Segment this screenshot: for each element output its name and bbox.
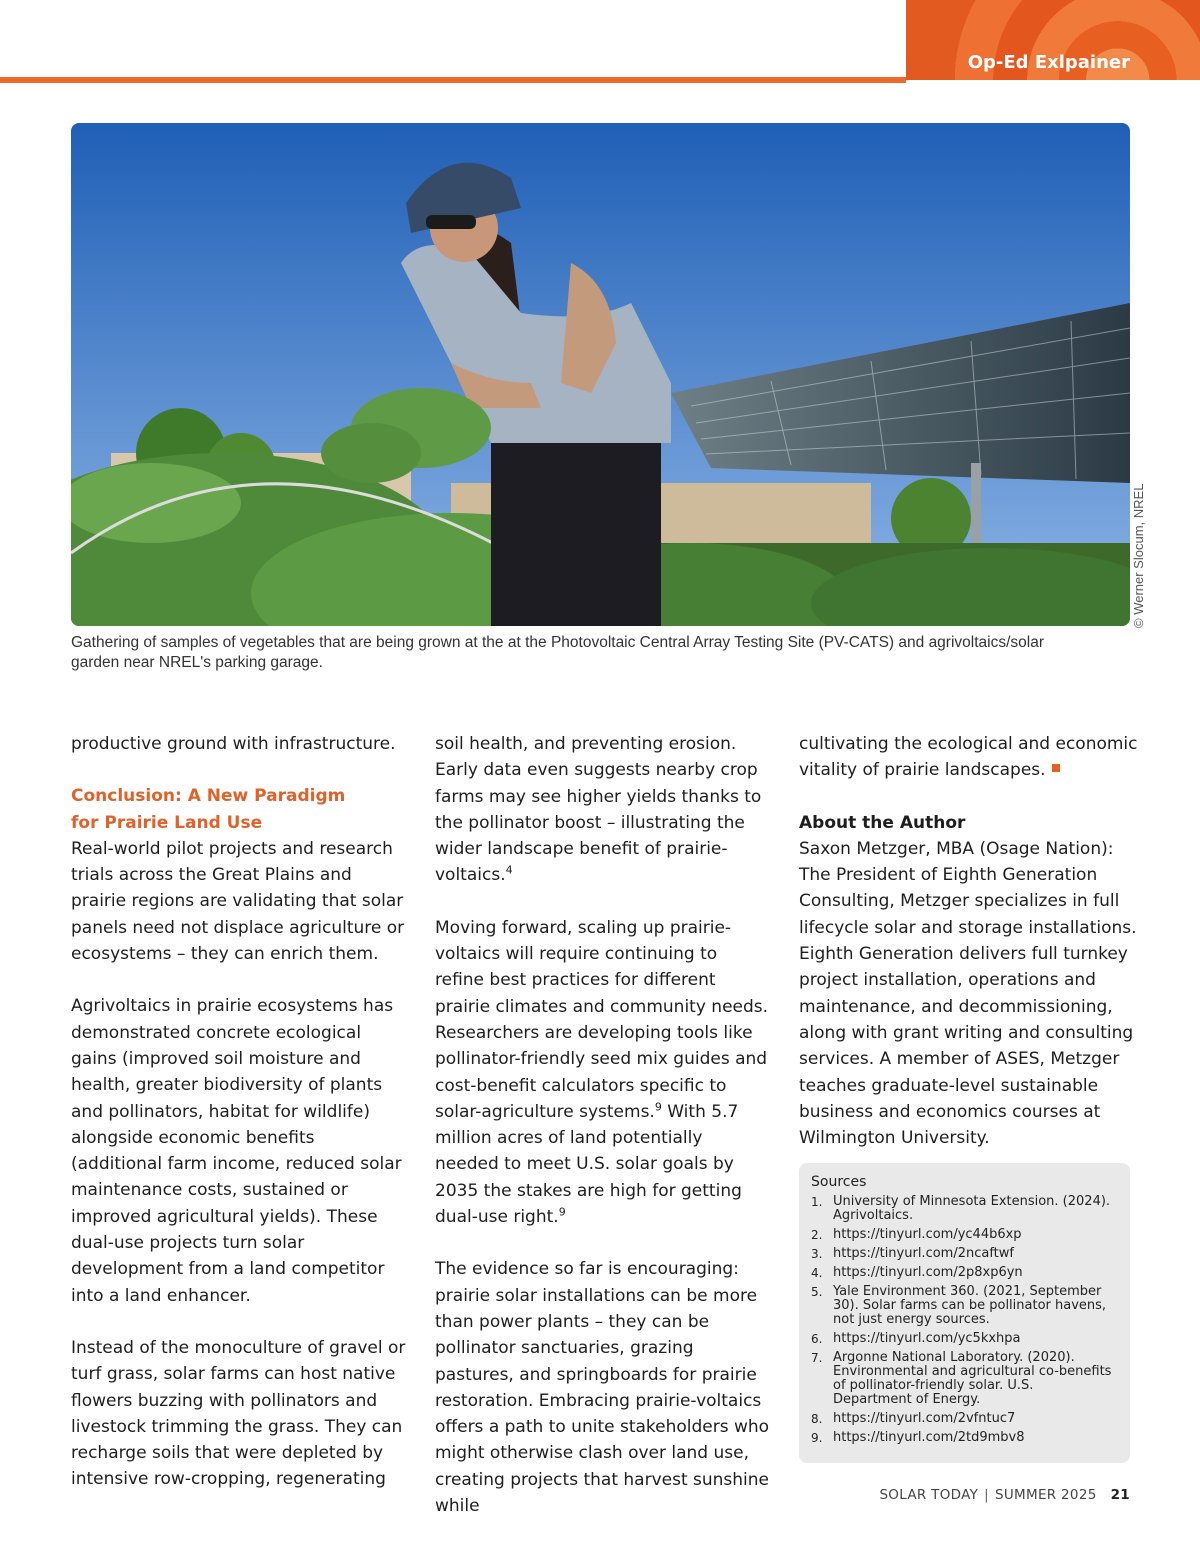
paragraph: Agrivoltaics in prairie ecosystems has demonstrated concrete ecological gains (improved soil moisture and health, greater biodiversity of plants and pollinators, habitat for wildlife) alongside economic benefits (additional farm income, reduced solar maintenance costs, sustained or improved agricultural yields). These dual-use projects turn solar development from a land competitor into a land enhancer. <box>71 996 402 1306</box>
sources-list <box>811 1195 1116 1445</box>
source-item: 2. https://tinyurl.com/yc44b6xp <box>811 1227 1022 1242</box>
end-mark-icon <box>1052 764 1060 772</box>
article-column-2 <box>435 731 770 1545</box>
paragraph: productive ground with infrastructure. <box>71 734 396 754</box>
source-item: 5. Yale Environment 360. (2021, September 30). Solar farms can be pollinator havens, not just energy sources. <box>811 1284 1107 1327</box>
photo-credit: © Werner Slocum, NREL <box>1131 483 1146 628</box>
author-heading: About the Author <box>799 812 966 833</box>
footnote-ref: 9 <box>654 1100 662 1114</box>
footnote-ref: 4 <box>505 863 513 877</box>
source-item: 4. https://tinyurl.com/2p8xp6yn <box>811 1265 1023 1280</box>
sources-title: Sources <box>811 1174 867 1190</box>
source-item: 6. https://tinyurl.com/yc5kxhpa <box>811 1331 1021 1346</box>
section-heading: Conclusion: A New Paradigm for Prairie Land Use <box>71 786 346 833</box>
source-item: 1. University of Minnesota Extension. (2024). Agrivoltaics. <box>811 1194 1111 1223</box>
page-number: 21 <box>1110 1487 1130 1503</box>
header-rule <box>0 77 906 83</box>
article-column-1 <box>71 731 406 1519</box>
footnote-ref: 9 <box>558 1205 566 1219</box>
sources-box <box>799 1163 1130 1463</box>
issue-date: SUMMER 2025 <box>995 1487 1097 1503</box>
paragraph: Instead of the monoculture of gravel or turf grass, solar farms can host native flowers buzzing with pollinators and livestock trimming the grass. They can recharge soils that were depleted by intensive row-cropping, regenerating <box>71 1337 406 1490</box>
section-label: Op-Ed Exlpainer <box>967 52 1130 73</box>
paragraph: Moving forward, scaling up prairie-voltaics will require continuing to refine best practices for different prairie climates and community needs. Researchers are developing tools like pollinator-friendly seed mix guides and cost-benefit calculators specific to solar-agriculture systems.$^9$ With 5.7 million acres of land potentially needed to meet U.S. solar goals by 2035 the stakes are high for getting dual-use right.$^9$ <box>435 917 769 1228</box>
article-column-3 <box>799 731 1139 1177</box>
source-item: 8. https://tinyurl.com/2vfntuc7 <box>811 1411 1016 1426</box>
section-tab <box>906 0 1200 80</box>
source-item: 7. Argonne National Laboratory. (2020). Environmental and agricultural co-benefits of pollinator-friendly solar. U.S. Department of Energy. <box>811 1350 1112 1407</box>
source-item: 9. https://tinyurl.com/2td9mbv8 <box>811 1430 1025 1445</box>
feature-photo <box>71 123 1130 626</box>
paragraph: cultivating the ecological and economic vitality of prairie landscapes. <box>799 734 1138 781</box>
source-item: 3. https://tinyurl.com/2ncaftwf <box>811 1246 1014 1261</box>
paragraph: The evidence so far is encouraging: prairie solar installations can be more than power plants – they can be pollinator sanctuaries, grazing pastures, and springboards for prairie restoration. Embracing prairie-voltaics offers a path to unite stakeholders who might otherwise clash over land use, creating projects that harvest sunshine while <box>435 1259 770 1517</box>
photo-caption: Gathering of samples of vegetables that are being grown at the at the Photovoltaic Central Array Testing Site (PV-CATS) and agrivoltaics/solar garden near NREL's parking garage. <box>71 634 1044 671</box>
publication-name: SOLAR TODAY <box>879 1487 979 1503</box>
footer-separator: | <box>984 1487 989 1503</box>
feature-photo-illustration <box>71 123 1130 626</box>
author-bio: Saxon Metzger, MBA (Osage Nation): The President of Eighth Generation Consulting, Metzger specializes in full lifecycle solar and storage installations. Eighth Generation delivers full turnkey project installation, operations and maintenance, and decommissioning, along with grant writing and consulting services. A member of ASES, Metzger teaches graduate-level sustainable business and economics courses at Wilmington University. <box>799 838 1137 1149</box>
paragraph: Real-world pilot projects and research trials across the Great Plains and prairie regions are validating that solar panels need not displace agriculture or ecosystems – they can enrich them. <box>71 838 405 965</box>
page-footer <box>879 1487 1130 1503</box>
paragraph: soil health, and preventing erosion. Early data even suggests nearby crop farms may see higher yields thanks to the pollinator boost – illustrating the wider landscape benefit of prairie-voltaics.$^4$ <box>435 734 762 886</box>
